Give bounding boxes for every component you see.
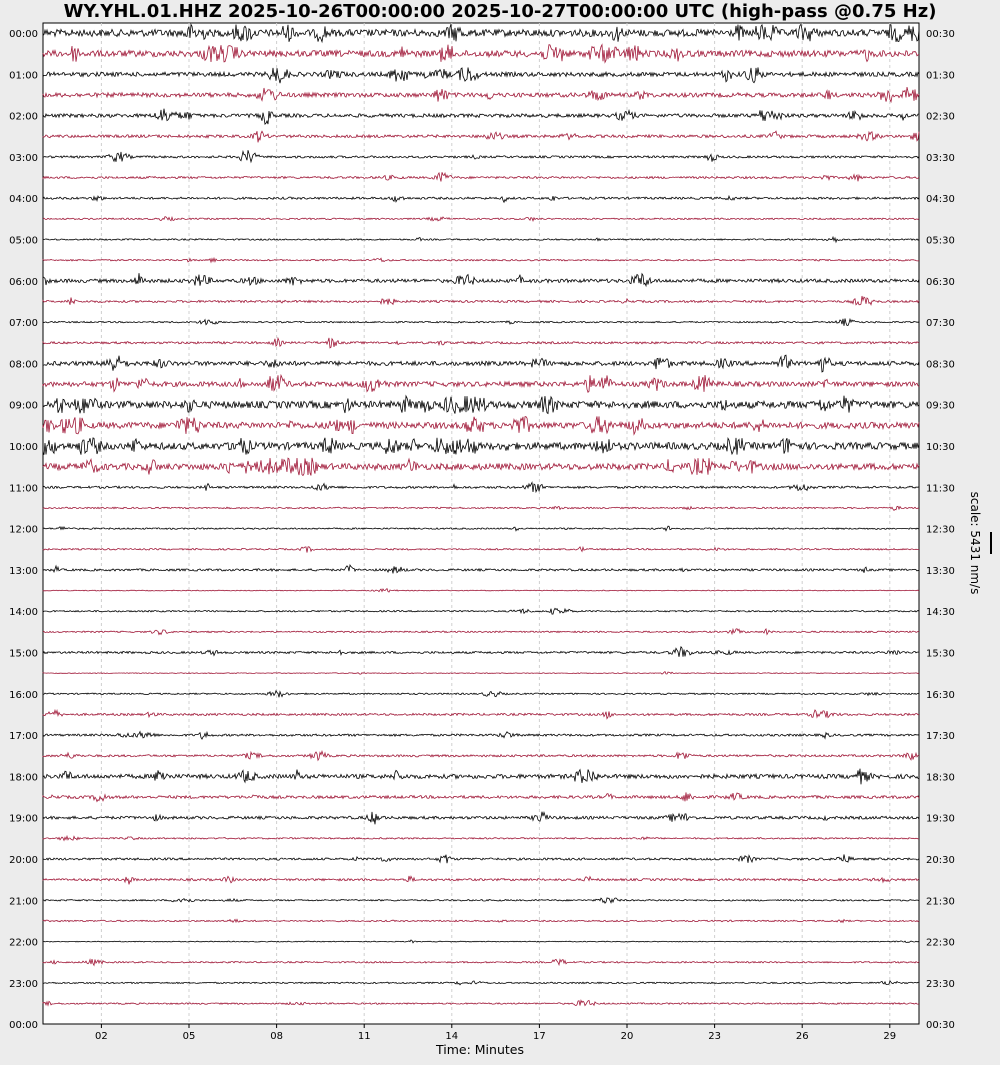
right-time-label: 02:30: [926, 111, 955, 123]
plot-area: [43, 23, 919, 1024]
left-time-label: 22:00: [9, 937, 38, 949]
left-time-label: 23:00: [9, 978, 38, 990]
right-time-label: 14:30: [926, 607, 955, 619]
right-time-label: 06:30: [926, 276, 955, 288]
right-time-label: 05:30: [926, 235, 955, 247]
left-time-label: 11:00: [9, 483, 38, 495]
x-tick-label: 20: [620, 1031, 634, 1042]
left-time-label: 02:00: [9, 111, 38, 123]
x-tick-label: 17: [533, 1031, 546, 1042]
x-tick-label: 23: [708, 1031, 721, 1042]
right-time-label: 23:30: [926, 978, 955, 990]
right-time-label: 12:30: [926, 524, 955, 536]
x-tick-label: 11: [357, 1031, 371, 1042]
right-time-label: 16:30: [926, 689, 955, 701]
right-time-label: 11:30: [926, 483, 955, 495]
left-time-label: 01:00: [9, 70, 38, 82]
left-time-label: 16:00: [9, 689, 38, 701]
left-time-label: 20:00: [9, 855, 38, 866]
right-time-label: 17:30: [926, 731, 955, 743]
left-time-label: 19:00: [9, 813, 38, 825]
left-time-label: 07:00: [9, 318, 38, 330]
right-time-label: 01:30: [926, 70, 955, 82]
left-time-label: 12:00: [9, 524, 38, 536]
left-time-labels: [9, 29, 38, 1031]
right-time-label: 22:30: [926, 937, 955, 949]
left-time-label: 09:00: [9, 400, 38, 412]
right-time-label: 00:30: [926, 29, 955, 40]
right-time-label: 18:30: [926, 772, 955, 784]
x-tick-label: 14: [445, 1031, 459, 1042]
right-time-label: 19:30: [926, 813, 955, 825]
right-time-label: 20:30: [926, 855, 955, 866]
right-time-label: 13:30: [926, 565, 955, 577]
left-time-label: 17:00: [9, 731, 38, 743]
right-time-label: 08:30: [926, 359, 955, 371]
scale-bar: [990, 532, 992, 554]
x-tick-label: 02: [95, 1031, 108, 1042]
chart-title: WY.YHL.01.HHZ 2025-10-26T00:00:00 2025-10-27T00:00:00 UTC (high-pass @0.75 Hz): [63, 1, 937, 22]
right-time-label: 04:30: [926, 194, 955, 206]
left-time-label: 04:00: [9, 194, 38, 206]
right-time-label: 07:30: [926, 318, 955, 330]
right-time-label: 15:30: [926, 648, 955, 660]
x-axis-label: Time: Minutes: [436, 1042, 524, 1057]
scale-label: scale: 5431 nm/s: [968, 491, 982, 595]
left-time-label: 10:00: [9, 442, 38, 453]
left-time-label: 00:00: [9, 1020, 38, 1031]
left-time-label: 06:00: [9, 276, 38, 288]
left-time-label: 15:00: [9, 648, 38, 660]
right-time-label: 09:30: [926, 400, 955, 412]
left-time-label: 18:00: [9, 772, 38, 784]
right-time-labels: [926, 29, 955, 1031]
right-time-label: 10:30: [926, 442, 955, 453]
right-time-label: 21:30: [926, 896, 955, 908]
x-axis-ticks: [95, 1024, 896, 1042]
left-time-label: 13:00: [9, 565, 38, 577]
left-time-label: 00:00: [9, 29, 38, 40]
left-time-label: 08:00: [9, 359, 38, 371]
x-tick-label: 29: [883, 1031, 897, 1042]
left-time-label: 05:00: [9, 235, 38, 247]
x-tick-label: 05: [182, 1031, 196, 1042]
left-time-label: 14:00: [9, 607, 38, 619]
left-time-label: 03:00: [9, 152, 38, 164]
x-tick-label: 08: [270, 1031, 283, 1042]
x-tick-label: 26: [795, 1031, 809, 1042]
right-time-label: 03:30: [926, 152, 955, 164]
right-time-label: 00:30: [926, 1020, 955, 1031]
left-time-label: 21:00: [9, 896, 38, 908]
